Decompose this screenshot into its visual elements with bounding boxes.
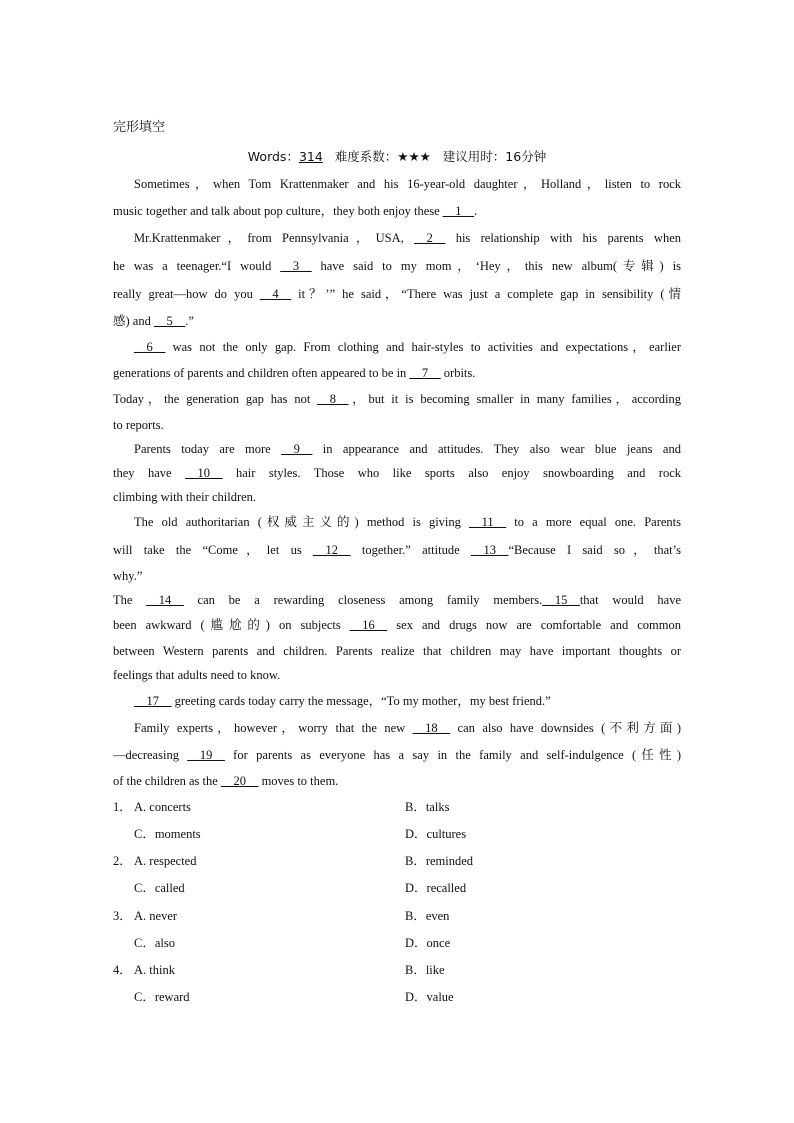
option-d: D．recalled [405,881,467,895]
option-b: B．reminded [405,854,474,868]
option-a: A. never [134,909,178,923]
passage-line: Today，the generation gap has not __8__，but it is becoming smaller in many families，according [113,392,681,406]
difficulty-stars: ★★★ [397,149,431,164]
blank-13: __13__ [470,543,509,557]
passage-line: __17__ greeting cards today carry the message，“To my mother，my best friend.” [134,694,551,708]
meta-line [113,149,681,165]
option-b: B．talks [405,800,450,814]
time-label: 建议用时：16分钟 [442,149,547,164]
option-a: A. think [134,963,175,977]
passage-line: The old authoritarian (权威主义的) method is giving __11__ to a more equal one. Parents [134,515,681,529]
blank-6: __6__ [134,340,166,354]
blank-14: __14__ [146,593,184,607]
blank-10: __10__ [185,466,223,480]
passage-line: climbing with their children. [113,490,257,504]
passage-line: 感) and __5__.” [113,314,194,328]
passage-line: he was a teenager.“I would __3__ have said to my mom，‘Hey，this new album(专辑) is [113,259,681,273]
passage-line: __6__ was not the only gap. From clothing and hair-styles to activities and expectations，earlier [134,340,681,354]
option-c: C．called [134,881,185,895]
blank-3: __3__ [280,259,312,273]
option-c: C．reward [134,990,190,1004]
question-number: 1． [113,800,132,814]
passage-line: The __14__ can be a rewarding closeness among family members.__15__that would have [113,593,682,607]
passage-line: —decreasing __19__ for parents as everyone has a say in the family and self-indulgence (任性) [113,748,681,762]
passage-line: will take the “Come，let us __12__ together.” attitude __13__“Because I said so，that’s [113,543,681,557]
question-number: 2． [113,854,132,868]
passage-line: why.” [113,569,143,583]
option-a: A. concerts [134,800,191,814]
option-d: D．once [405,936,451,950]
blank-7: __7__ [409,366,441,380]
option-c: C．moments [134,827,201,841]
passage-line: Sometimes，when Tom Krattenmaker and his 16-year-old daughter，Holland，listen to rock [134,177,681,191]
blank-11: __11__ [469,515,507,529]
passage-line: feelings that adults need to know. [113,668,281,682]
passage-line: music together and talk about pop culture，they both enjoy these __1__. [113,204,478,218]
blank-20: __20__ [220,774,259,788]
blank-16: __16__ [349,618,388,632]
words-label: Words： [247,149,299,164]
option-c: C．also [134,936,175,950]
blank-18: __18__ [412,721,451,735]
blank-8: __8__ [317,392,349,406]
passage-line: generations of parents and children often appeared to be in __7__ orbits. [113,366,476,380]
passage-line: been awkward (尴尬的) on subjects __16__ sex and drugs now are comfortable and common [113,618,681,632]
passage-line: to reports. [113,418,164,432]
blank-1: __1__ [442,204,475,218]
question-number: 4． [113,963,132,977]
section-title: 完形填空 [113,120,166,135]
blank-2: __2__ [414,231,446,245]
blank-17: __17__ [134,694,172,708]
blank-15: __15__ [542,593,580,607]
passage-line: really great—how do you __4__ it？’” he said，“There was just a complete gap in sensibility (情 [113,287,681,301]
blank-12: __12__ [313,543,351,557]
option-d: D．value [405,990,454,1004]
option-a: A. respected [134,854,197,868]
passage-line: between Western parents and children. Parents realize that children may have important thoughts or [113,644,681,658]
passage-line: of the children as the __20__ moves to them. [113,774,339,788]
passage-line: Mr.Krattenmaker，from Pennsylvania，USA, __2__ his relationship with his parents when [134,231,681,245]
option-d: D．cultures [405,827,467,841]
passage-line: Parents today are more __9__ in appearance and attitudes. They also wear blue jeans and [134,442,681,456]
difficulty-label: 难度系数： [334,149,398,164]
words-value: 314 [298,149,323,164]
blank-5: __5__ [153,314,186,328]
blank-4: __4__ [259,287,292,301]
blank-19: __19__ [187,748,225,762]
option-b: B．even [405,909,450,923]
passage-line: they have __10__ hair styles. Those who like sports also enjoy snowboarding and rock [113,466,681,480]
blank-9: __9__ [281,442,313,456]
question-number: 3． [113,909,132,923]
passage-line: Family experts，however，worry that the new __18__ can also have downsides (不利方面) [134,721,681,735]
option-b: B．like [405,963,445,977]
